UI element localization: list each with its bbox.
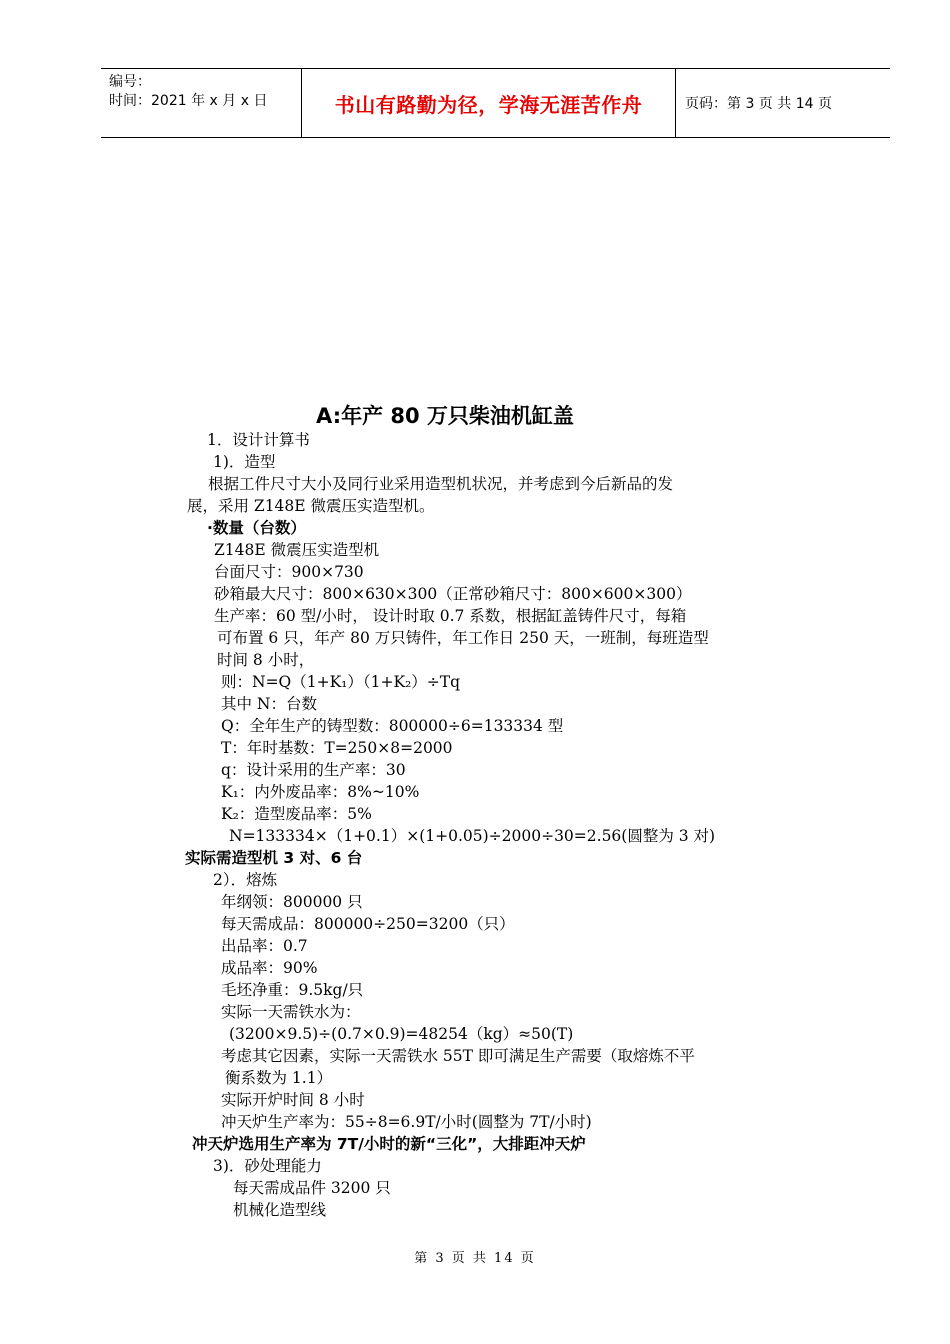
header-left-block	[109, 73, 267, 111]
subsection-heading: 2）．熔炼	[213, 871, 278, 889]
formula-line: 则：N=Q（1+K₁）（1+K₂）÷Tq	[221, 673, 461, 691]
header-motto: 书山有路勤为径，学海无涯苦作舟	[334, 93, 643, 117]
formula-line: (3200×9.5)÷(0.7×0.9)=48254（kg）≈50(T)	[229, 1025, 574, 1043]
body-line: 生产率：60 型/小时， 设计时取 0.7 系数，根据缸盖铸件尺寸，每箱	[214, 607, 687, 625]
page-footer: 第 3 页 共 14 页	[414, 1251, 536, 1266]
section-heading: 1．设计计算书	[207, 431, 310, 449]
body-line: 实际开炉时间 8 小时	[221, 1091, 365, 1109]
body-line: K₁：内外废品率：8%~10%	[221, 783, 420, 801]
body-line: q：设计采用的生产率：30	[221, 761, 406, 779]
bold-heading: ·数量（台数）	[207, 519, 306, 537]
body-line: 砂箱最大尺寸：800×630×300（正常砂箱尺寸：800×600×300）	[214, 585, 692, 603]
body-line: 其中 N：台数	[221, 695, 317, 713]
body-line: 展，采用 Z148E 微震压实造型机。	[187, 497, 435, 515]
body-line: 考虑其它因素，实际一天需铁水 55T 即可满足生产需要（取熔炼不平	[221, 1047, 695, 1065]
subsection-heading: 1)．造型	[213, 453, 276, 471]
body-line: 成品率：90%	[221, 959, 318, 977]
body-line: 每天需成品件 3200 只	[233, 1179, 391, 1197]
header-divider-right	[675, 69, 676, 137]
number-label: 编号：	[109, 74, 151, 90]
body-line: 毛坯净重：9.5kg/只	[221, 981, 364, 999]
body-line: 每天需成品：800000÷250=3200（只）	[221, 915, 515, 933]
body-line: 可布置 6 只，年产 80 万只铸件，年工作日 250 天，一班制，每班造型	[217, 629, 709, 647]
body-line: 实际一天需铁水为：	[221, 1003, 361, 1021]
time-label: 时间：2021 年 x 月 x 日	[109, 93, 268, 109]
body-line: 冲天炉生产率为：55÷8=6.9T/小时(圆整为 7T/小时)	[221, 1113, 592, 1131]
body-line: 根据工件尺寸大小及同行业采用造型机状况，并考虑到今后新品的发	[208, 475, 674, 493]
body-line: 时间 8 小时，	[217, 651, 315, 669]
body-line: T：年时基数：T=250×8=2000	[221, 739, 453, 757]
document-title: A:年产 80 万只柴油机缸盖	[316, 404, 574, 428]
body-line: 出品率：0.7	[221, 937, 308, 955]
body-line: 年纲领：800000 只	[221, 893, 363, 911]
body-line: Z148E 微震压实造型机	[214, 541, 380, 559]
bold-conclusion: 冲天炉选用生产率为 7T/小时的新“三化”，大排距冲天炉	[192, 1135, 586, 1153]
body-line: 台面尺寸：900×730	[214, 563, 364, 581]
body-line: K₂：造型废品率：5%	[221, 805, 372, 823]
header-page-info: 页码：第 3 页 共 14 页	[685, 96, 832, 112]
bold-conclusion: 实际需造型机 3 对、6 台	[185, 849, 363, 867]
formula-line: N=133334×（1+0.1）×(1+0.05)÷2000÷30=2.56(圆整为 3 对)	[229, 827, 716, 845]
body-line: Q：全年生产的铸型数：800000÷6=133334 型	[221, 717, 564, 735]
page-header	[101, 68, 890, 138]
subsection-heading: 3)．砂处理能力	[213, 1157, 322, 1175]
body-line: 衡系数为 1.1）	[225, 1069, 333, 1087]
body-line: 机械化造型线	[233, 1201, 327, 1219]
